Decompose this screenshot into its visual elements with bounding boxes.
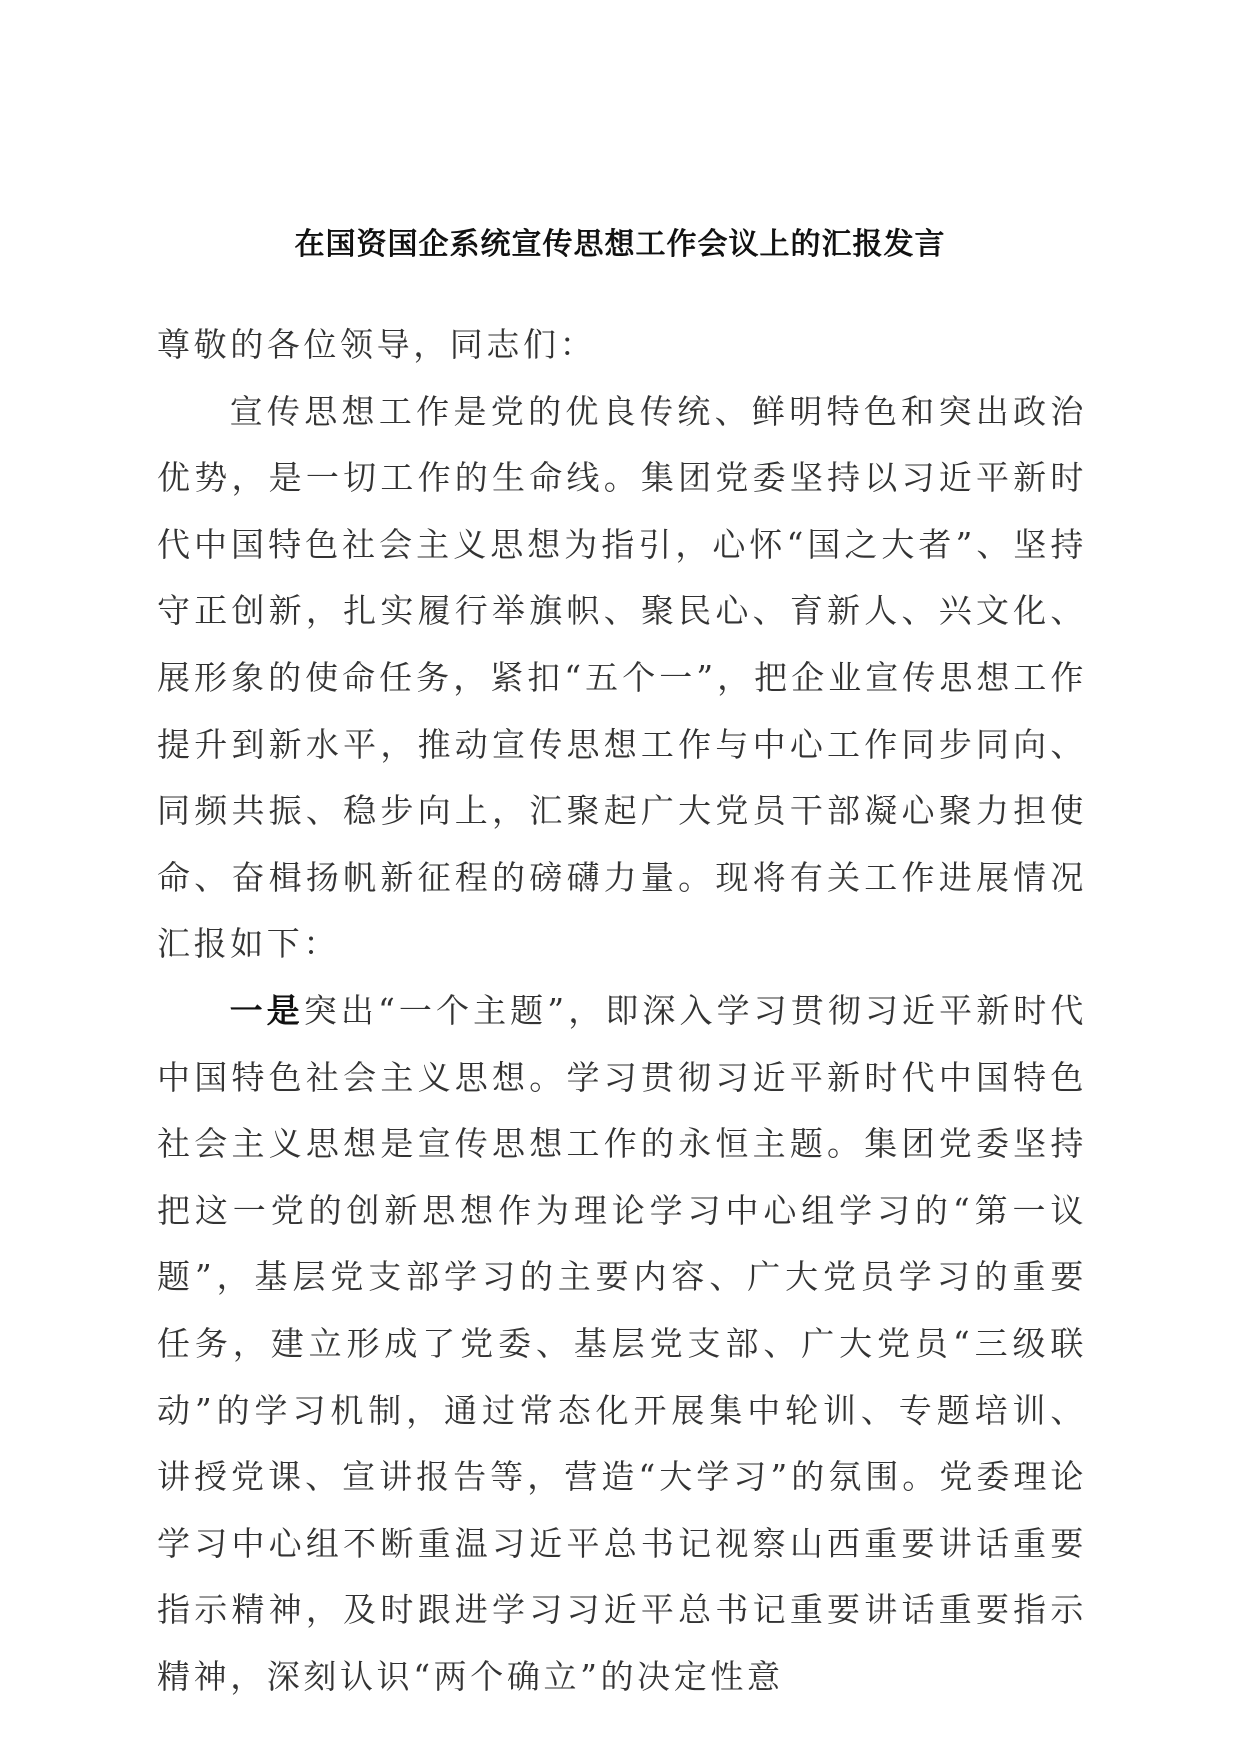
- paragraph-first-point-text: 突出“一个主题”，即深入学习贯彻习近平新时代中国特色社会主义思想。学习贯彻习近平新时代中国特色社会主义思想是宣传思想工作的永恒主题。集团党委坚持把这一党的创新思想作为理论学习中心组学习的“第一议题”，基层党支部学习的主要内容、广大党员学习的重要任务，建立形成了党委、基层党支部、广大党员“三级联动”的学习机制，通过常态化开展集中轮训、专题培训、讲授党课、宣讲报告等，营造“大学习”的氛围。党委理论学习中心组不断重温习近平总书记视察山西重要讲话重要指示精神，及时跟进学习习近平总书记重要讲话重要指示精神，深刻认识“两个确立”的决定性意: [157, 990, 1087, 1696]
- paragraph-lead-label: 一是: [229, 990, 304, 1030]
- document-body: [157, 312, 1087, 1710]
- salutation: 尊敬的各位领导，同志们：: [157, 325, 597, 364]
- paragraph-first-point: [157, 978, 1087, 1711]
- document-title: 在国资国企系统宣传思想工作会议上的汇报发言: [294, 227, 946, 262]
- paragraph-intro: 宣传思想工作是党的优良传统、鲜明特色和突出政治优势，是一切工作的生命线。集团党委坚持以习近平新时代中国特色社会主义思想为指引，心怀“国之大者”、坚持守正创新，扎实履行举旗帜、聚民心、育新人、兴文化、展形象的使命任务，紧扣“五个一”，把企业宣传思想工作提升到新水平，推动宣传思想工作与中心工作同步同向、同频共振、稳步向上，汇聚起广大党员干部凝心聚力担使命、奋楫扬帆新征程的磅礴力量。现将有关工作进展情况汇报如下：: [157, 391, 1087, 964]
